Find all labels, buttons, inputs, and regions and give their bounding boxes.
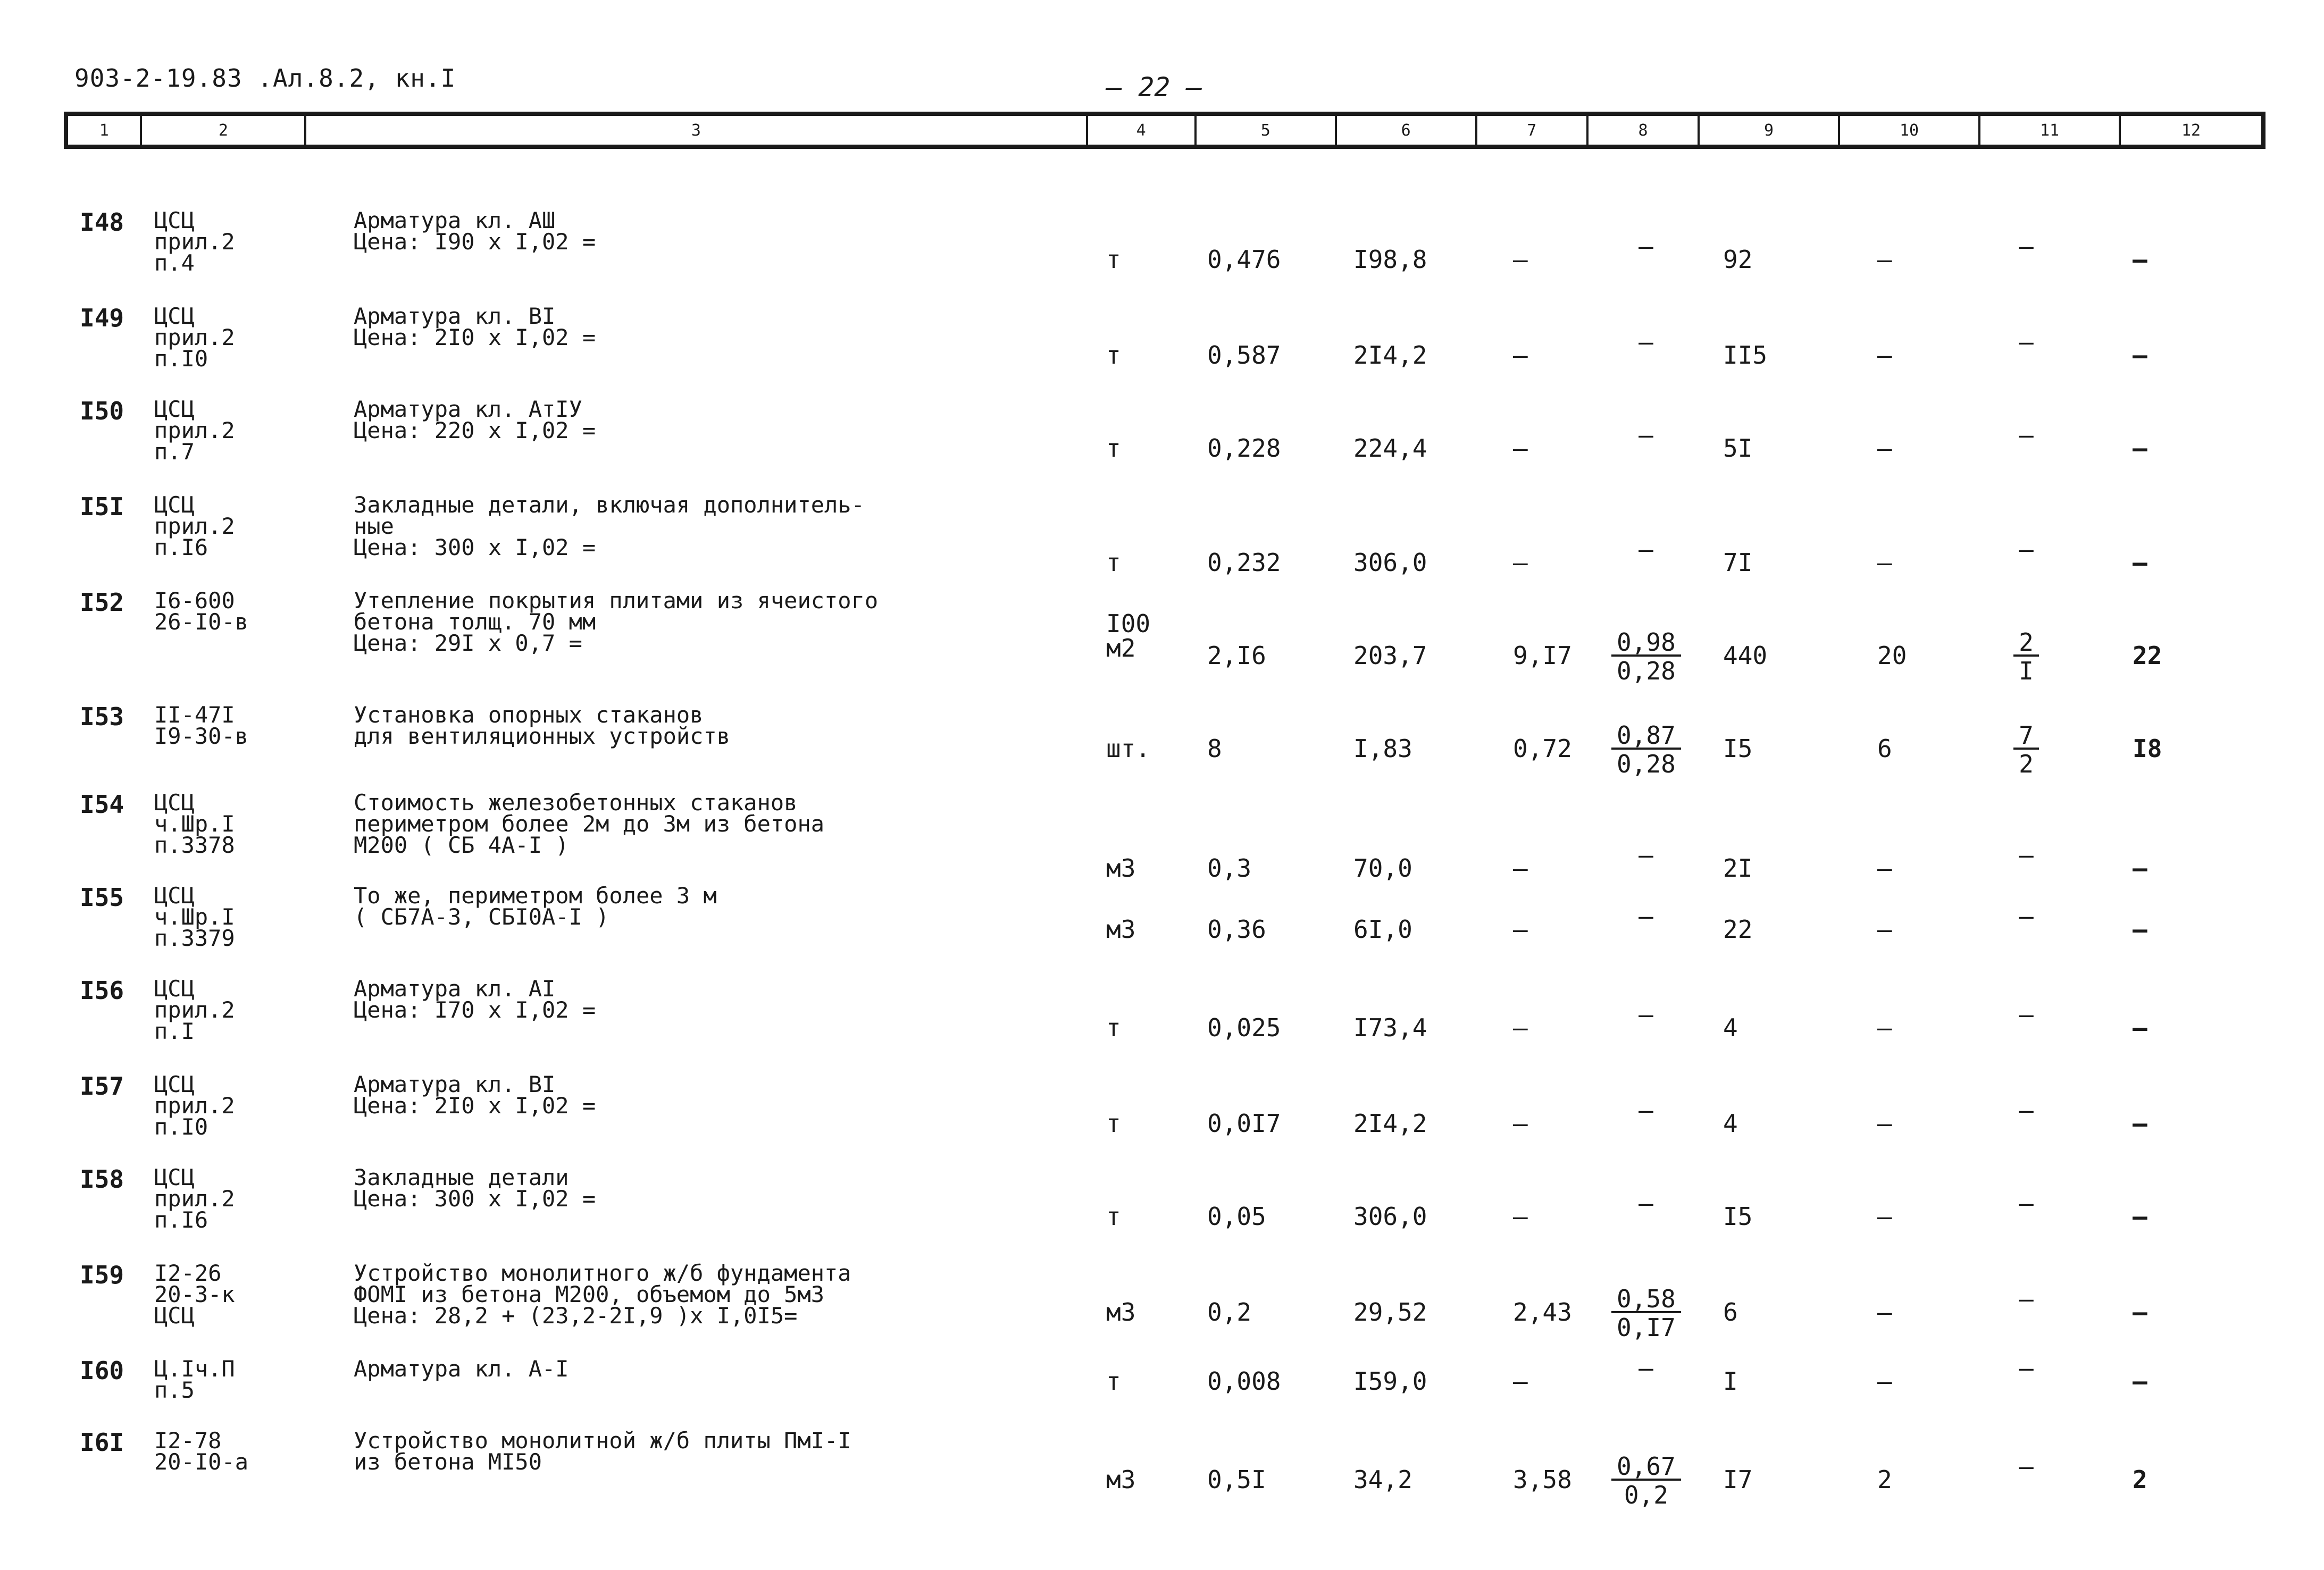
cell-c9: 440: [1723, 641, 1768, 670]
cell-c9: 92: [1723, 245, 1753, 274]
cell-c12: –: [2133, 854, 2147, 883]
column-header: 12: [2181, 121, 2201, 140]
cell-c10: –: [1877, 434, 1892, 463]
cell-c11-fraction: [2000, 423, 2053, 447]
cell-c12: –: [2133, 245, 2147, 274]
cell-c9: 6: [1723, 1298, 1738, 1326]
cell-no: I6I: [80, 1428, 124, 1457]
cell-qty: 0,2: [1207, 1298, 1252, 1326]
cell-unit: т: [1106, 245, 1121, 274]
cell-c9: I7: [1723, 1465, 1753, 1494]
cell-c12: –: [2133, 1367, 2147, 1396]
column-header-row: [64, 112, 2266, 149]
cell-no: I56: [80, 976, 124, 1005]
cell-desc: Установка опорных стаканов для вентиляционных устройств: [354, 702, 731, 749]
cell-c11-fraction: [2000, 1098, 2053, 1122]
cell-unit: I00 м2: [1106, 609, 1151, 662]
fraction-denominator: –: [1638, 328, 1653, 356]
cell-unit: т: [1106, 1109, 1121, 1138]
cell-desc: Арматура кл. АI Цена: I70 х I,02 =: [354, 976, 596, 1023]
fraction-denominator: –: [1638, 841, 1653, 869]
cell-no: I52: [80, 588, 124, 617]
fraction-denominator: –: [2019, 841, 2034, 869]
cell-no: I53: [80, 702, 124, 731]
cell-desc: Устройство монолитной ж/б плиты ПмI-I из бетона МI50: [354, 1428, 851, 1475]
cell-c7: –: [1513, 434, 1528, 463]
fraction-denominator: –: [2019, 421, 2034, 449]
cell-c10: –: [1877, 1013, 1892, 1042]
cell-c8-fraction: [1611, 423, 1681, 447]
cell-price: 6I,0: [1353, 915, 1412, 944]
cell-c8-fraction: [1611, 843, 1681, 867]
cell-no: I54: [80, 790, 124, 819]
cell-unit: т: [1106, 1202, 1121, 1231]
cell-c9: II5: [1723, 341, 1768, 370]
cell-c12: –: [2133, 341, 2147, 370]
cell-ref: ЦСЦ прил.2 п.I0: [154, 303, 235, 372]
cell-c12: 22: [2133, 641, 2162, 670]
cell-unit: шт.: [1106, 734, 1151, 763]
cell-c10: –: [1877, 548, 1892, 577]
fraction-denominator: –: [2019, 535, 2034, 564]
cell-c7: –: [1513, 1367, 1528, 1396]
cell-desc: Арматура кл. ВI Цена: 2I0 х I,02 =: [354, 1071, 596, 1119]
cell-unit: м3: [1106, 915, 1136, 944]
cell-unit: т: [1106, 1367, 1121, 1396]
cell-c7: –: [1513, 245, 1528, 274]
cell-ref: I2-78 20-I0-а: [154, 1428, 249, 1475]
cell-desc: Арматура кл. А-I: [354, 1356, 569, 1382]
cell-c8-fraction: [1611, 630, 1681, 683]
cell-c12: –: [2133, 1202, 2147, 1231]
fraction-denominator: –: [2019, 1354, 2034, 1382]
fraction-numerator: 0,67: [1611, 1454, 1681, 1481]
cell-unit: т: [1106, 1013, 1121, 1042]
cell-c7: 2,43: [1513, 1298, 1572, 1326]
cell-unit: т: [1106, 341, 1121, 370]
cell-ref: ЦСЦ прил.2 п.4: [154, 207, 235, 276]
cell-c10: –: [1877, 854, 1892, 883]
fraction-numerator: 0,87: [1611, 723, 1681, 750]
cell-c7: –: [1513, 1202, 1528, 1231]
cell-c10: –: [1877, 1367, 1892, 1396]
cell-qty: 0,232: [1207, 548, 1281, 577]
fraction-denominator: 0,28: [1617, 657, 1676, 685]
cell-c8-fraction: [1611, 1454, 1681, 1507]
cell-c12: –: [2133, 1298, 2147, 1326]
fraction-denominator: –: [1638, 902, 1653, 930]
cell-price: 29,52: [1353, 1298, 1427, 1326]
cell-c7: –: [1513, 915, 1528, 944]
cell-c11-fraction: [2000, 1189, 2053, 1218]
cell-c7: –: [1513, 548, 1528, 577]
cell-unit: м3: [1106, 1298, 1136, 1326]
column-header: 9: [1700, 116, 1840, 145]
cell-price: 70,0: [1353, 854, 1412, 883]
cell-c7: 9,I7: [1513, 641, 1572, 670]
fraction-denominator: –: [2019, 328, 2034, 356]
cell-desc: Закладные детали Цена: 300 х I,02 =: [354, 1164, 596, 1212]
cell-c11-fraction: [2000, 1284, 2053, 1313]
cell-no: I55: [80, 883, 124, 912]
page-number: — 22 —: [1106, 72, 1202, 103]
fraction-denominator: –: [1638, 1000, 1653, 1029]
cell-price: I59,0: [1353, 1367, 1427, 1396]
cell-c12: I8: [2133, 734, 2162, 763]
cell-c9: 4: [1723, 1109, 1738, 1138]
cell-c8-fraction: [1611, 904, 1681, 928]
cell-desc: Стоимость железобетонных стаканов периметром более 2м до 3м из бетона М200 ( СБ 4А-I ): [354, 790, 825, 858]
cell-no: I50: [80, 397, 124, 425]
cell-qty: 0,008: [1207, 1367, 1281, 1396]
cell-ref: II-47I I9-30-в: [154, 702, 249, 749]
cell-c7: 3,58: [1513, 1465, 1572, 1494]
cell-c10: –: [1877, 245, 1892, 274]
cell-ref: I2-26 20-3-к ЦСЦ: [154, 1260, 235, 1329]
cell-no: I48: [80, 208, 124, 237]
fraction-denominator: 0,I7: [1617, 1313, 1676, 1342]
cell-c7: 0,72: [1513, 734, 1572, 763]
cell-c8-fraction: [1611, 232, 1681, 261]
cell-c12: –: [2133, 1109, 2147, 1138]
cell-c10: 6: [1877, 734, 1892, 763]
cell-qty: 0,025: [1207, 1013, 1281, 1042]
cell-unit: м3: [1106, 854, 1136, 883]
cell-price: I98,8: [1353, 245, 1427, 274]
cell-c10: –: [1877, 1298, 1892, 1326]
fraction-numerator: 7: [2013, 723, 2039, 750]
cell-c9: 4: [1723, 1013, 1738, 1042]
cell-c12: –: [2133, 1013, 2147, 1042]
cell-ref: I6-600 26-I0-в: [154, 587, 249, 635]
fraction-denominator: –: [1638, 1189, 1653, 1218]
fraction-denominator: I: [2019, 657, 2034, 685]
cell-desc: Утепление покрытия плитами из ячеистого бетона толщ. 70 мм Цена: 29I х 0,7 =: [354, 587, 879, 656]
cell-c8-fraction: [1611, 1189, 1681, 1218]
cell-c12: 2: [2133, 1465, 2147, 1494]
cell-c7: –: [1513, 1109, 1528, 1138]
cell-qty: 0,228: [1207, 434, 1281, 463]
cell-unit: т: [1106, 548, 1121, 577]
cell-desc: Арматура кл. ВI Цена: 2I0 х I,02 =: [354, 303, 596, 350]
fraction-denominator: –: [2019, 1284, 2034, 1313]
cell-ref: ЦСЦ прил.2 п.I6: [154, 492, 235, 560]
cell-no: I49: [80, 304, 124, 332]
fraction-denominator: –: [1638, 1354, 1653, 1382]
cell-qty: 0,3: [1207, 854, 1252, 883]
document-code: 903-2-19.83 .Ал.8.2, кн.I: [74, 64, 456, 93]
column-header: 10: [1840, 116, 1980, 145]
column-header: 2: [142, 116, 306, 145]
cell-qty: 0,5I: [1207, 1465, 1266, 1494]
cell-desc: То же, периметром более 3 м ( СБ7А-3, СБI0А-I ): [354, 883, 717, 930]
cell-c11-fraction: [2000, 1356, 2053, 1380]
cell-qty: 8: [1207, 734, 1222, 763]
cell-c11-fraction: [2000, 330, 2053, 354]
cell-no: I5I: [80, 492, 124, 521]
cell-price: I,83: [1353, 734, 1412, 763]
fraction-denominator: –: [2019, 232, 2034, 261]
cell-price: 203,7: [1353, 641, 1427, 670]
cell-c9: 22: [1723, 915, 1753, 944]
cell-qty: 0,36: [1207, 915, 1266, 944]
fraction-denominator: 2: [2019, 750, 2034, 778]
fraction-denominator: –: [2019, 1096, 2034, 1124]
cell-no: I60: [80, 1356, 124, 1385]
fraction-denominator: –: [1638, 1096, 1653, 1124]
cell-ref: ЦСЦ ч.Шр.I п.3378: [154, 790, 235, 858]
cell-no: I58: [80, 1165, 124, 1194]
cell-ref: ЦСЦ прил.2 п.I0: [154, 1071, 235, 1140]
fraction-denominator: –: [1638, 421, 1653, 449]
cell-price: I73,4: [1353, 1013, 1427, 1042]
cell-desc: Устройство монолитного ж/б фундамента ФОМI из бетона М200, объемом до 5м3 Цена: 28,2 + (23,2-2I,9 )х I,0I5=: [354, 1260, 851, 1329]
cell-c11-fraction: [2000, 535, 2053, 564]
cell-c11-fraction: [2000, 1002, 2053, 1027]
cell-c8-fraction: [1611, 330, 1681, 354]
cell-price: 2I4,2: [1353, 341, 1427, 370]
column-header: 7: [1477, 116, 1589, 145]
cell-c9: 5I: [1723, 434, 1753, 463]
cell-qty: 0,476: [1207, 245, 1281, 274]
column-header: 5: [1197, 116, 1337, 145]
cell-ref: ЦСЦ ч.Шр.I п.3379: [154, 883, 235, 951]
fraction-denominator: –: [2019, 902, 2034, 930]
cell-c9: 7I: [1723, 548, 1753, 577]
cell-c11-fraction: [2000, 630, 2053, 683]
column-header: 1: [68, 116, 142, 145]
cell-c10: –: [1877, 1202, 1892, 1231]
cell-c9: I: [1723, 1367, 1738, 1396]
fraction-denominator: –: [2019, 1000, 2034, 1029]
cell-c10: 2: [1877, 1465, 1892, 1494]
cell-ref: ЦСЦ прил.2 п.7: [154, 396, 235, 465]
fraction-numerator: 0,98: [1611, 630, 1681, 657]
cell-c10: 20: [1877, 641, 1907, 670]
cell-c7: –: [1513, 854, 1528, 883]
cell-c10: –: [1877, 915, 1892, 944]
cell-unit: м3: [1106, 1465, 1136, 1494]
cell-c7: –: [1513, 341, 1528, 370]
cell-c11-fraction: [2000, 232, 2053, 261]
cell-c9: 2I: [1723, 854, 1753, 883]
cell-price: 306,0: [1353, 1202, 1427, 1231]
cell-c8-fraction: [1611, 1098, 1681, 1122]
fraction-denominator: 0,2: [1624, 1481, 1668, 1509]
cell-ref: ЦСЦ прил.2 п.I: [154, 976, 235, 1044]
column-header: 6: [1337, 116, 1477, 145]
cell-c9: I5: [1723, 734, 1753, 763]
cell-c12: –: [2133, 915, 2147, 944]
column-header: 4: [1088, 116, 1197, 145]
column-header: 11: [1980, 116, 2121, 145]
cell-c10: –: [1877, 1109, 1892, 1138]
cell-c8-fraction: [1611, 1284, 1681, 1342]
cell-desc: Арматура кл. АтIУ Цена: 220 х I,02 =: [354, 396, 596, 443]
cell-ref: ЦСЦ прил.2 п.I6: [154, 1164, 235, 1233]
cell-qty: 0,05: [1207, 1202, 1266, 1231]
fraction-numerator: 2: [2013, 630, 2039, 657]
cell-unit: т: [1106, 434, 1121, 463]
column-header: 3: [306, 116, 1088, 145]
fraction-denominator: –: [1638, 535, 1653, 564]
cell-c9: I5: [1723, 1202, 1753, 1231]
cell-c8-fraction: [1611, 535, 1681, 564]
column-header: 8: [1589, 116, 1700, 145]
cell-qty: 0,587: [1207, 341, 1281, 370]
cell-c11-fraction: [2000, 843, 2053, 867]
cell-price: 306,0: [1353, 548, 1427, 577]
cell-c11-fraction: [2000, 904, 2053, 928]
cell-c11-fraction: [2000, 723, 2053, 776]
fraction-numerator: 0,58: [1611, 1287, 1681, 1313]
cell-c12: –: [2133, 434, 2147, 463]
cell-no: I57: [80, 1072, 124, 1101]
fraction-denominator: –: [2019, 1189, 2034, 1218]
cell-price: 34,2: [1353, 1465, 1412, 1494]
cell-price: 224,4: [1353, 434, 1427, 463]
cell-desc: Закладные детали, включая дополнитель- ные Цена: 300 х I,02 =: [354, 492, 865, 560]
cell-c11-fraction: [2000, 1454, 2053, 1479]
cell-qty: 0,0I7: [1207, 1109, 1281, 1138]
cell-c7: –: [1513, 1013, 1528, 1042]
cell-price: 2I4,2: [1353, 1109, 1427, 1138]
cell-desc: Арматура кл. АШ Цена: I90 х I,02 =: [354, 207, 596, 255]
cell-c8-fraction: [1611, 723, 1681, 776]
cell-no: I59: [80, 1261, 124, 1289]
fraction-denominator: –: [2019, 1452, 2034, 1481]
cell-ref: Ц.Iч.П п.5: [154, 1356, 235, 1403]
cell-c12: –: [2133, 548, 2147, 577]
cell-c8-fraction: [1611, 1002, 1681, 1027]
fraction-denominator: –: [1638, 232, 1653, 261]
cell-c8-fraction: [1611, 1356, 1681, 1380]
fraction-denominator: 0,28: [1617, 750, 1676, 778]
cell-c10: –: [1877, 341, 1892, 370]
cell-qty: 2,I6: [1207, 641, 1266, 670]
